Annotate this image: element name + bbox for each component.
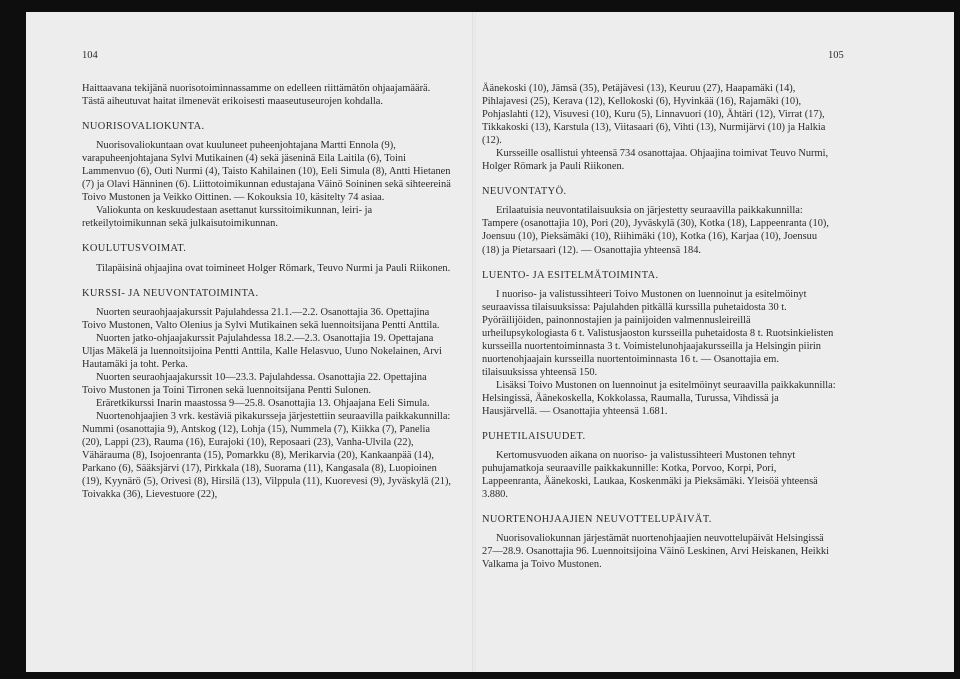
body-paragraph: Lisäksi Toivo Mustonen on luennoinut ja esitelmöinyt seuraavilla paikkakunnilla: Helsingissä, Äänekoskella, Kokkolassa, Raumalla, Turussa, Vihdissä ja Hausjärvellä. — Osanottajia yhteensä 1.681. xyxy=(482,379,836,418)
left-page xyxy=(26,12,472,672)
body-paragraph: I nuoriso- ja valistussihteeri Toivo Mustonen on luennoinut ja esitelmöinyt seuraavissa tilaisuuksissa: Pajulahden pitkällä kurssilla puhetaidosta 30 t. Pyöräilijöiden, painonnostajien ja painijoiden valmennusleireillä urheilupsykologiasta 6 t. Valistusjaoston kursseilla puhetaidosta 8 t. Ruotsinkielisten kursseilla nuortentoiminnasta 3 t. Voimistelunohjaajakursseilla ja Helsingin piirin nuortenohjaajain kursseilla nuortentoiminnasta 16 t. — Osanottajia em. tilaisuuksissa yhteensä 150. xyxy=(482,288,834,378)
body-paragraph: Nuorisovaliokuntaan ovat kuuluneet puheenjohtajana Martti Ennola (9), varapuheenjohtajana Sylvi Mutikainen (4) sekä jäseninä Eila Laitila (6), Toini Lammenvuo (6), Outi Nurmi (4), Taisto Kahilainen (10), Eeli Simula (8), Antti Hietanen (7) ja Olavi Hänninen (6). Liittotoimikunnan edustajana Väinö Soininen sekä sihteereinä Toivo Mustonen ja Veikko Oittinen. — Kokouksia 10, käsitelty 74 asiaa. xyxy=(82,140,451,204)
body-paragraph: Erilaatuisia neuvontatilaisuuksia on järjestetty seuraavilla paikkakunnilla: Tampere (osanottajia 10), Pori (20), Jyväskylä (30), Kotka (18), Lappeenranta (10), Joensuu (10), Pieksämäki (10), Riihimäki (10), Kotka (16), Karjaa (10), Joensuu (18) ja Pietarsaari (12). — Osanottajia yhteensä 184. xyxy=(482,205,829,256)
intro-paragraph: Haittaavana tekijänä nuorisotoiminnassamme on edelleen riittämätön ohjaajamäärä. Tästä aiheutuvat haitat ilmenevät erikoisesti maaseutuseurojen kohdalla. xyxy=(82,83,431,108)
body-paragraph: Kertomusvuoden aikana on nuoriso- ja valistussihteeri Mustonen tehnyt puhujamatkoja seuraaville paikkakunnille: Kotka, Porvoo, Korpi, Pori, Lappeenranta, Äänekoski, Laukaa, Koskenmäki ja Pieksämäki. Yleisöä yhteensä 3.880. xyxy=(482,450,818,501)
body-paragraph: Nuortenohjaajien 3 vrk. kestäviä pikakursseja järjestettiin seuraavilla paikkakunnilla: Nummi (osanottajia 9), Antskog (12), Lohja (15), Nummela (7), Kiikka (7), Panelia (20), Lappi (23), Rauma (16), Eurajoki (10), Reposaari (23), Vanha-Ulvila (22), Vähärauma (8), Isojoenranta (15), Pomarkku (8), Merikarvia (20), Kankaanpää (14), Parkano (6), Sääksjärvi (17), Pirkkala (18), Suorama (11), Kangasala (8), Luopioinen (19), Kyynärö (5), Orivesi (8), Hirsilä (13), Vilppula (11), Kuorevesi (9), Jyväskylä (21), Toivakka (36), Lievestuore (22), xyxy=(82,410,452,501)
body-paragraph: Nuorisovaliokunnan järjestämät nuortenohjaajien neuvottelupäivät Helsingissä 27—28.9. Osanottajia 96. Luennoitsijoina Väinö Leskinen, Arvi Heiskanen, Heikki Valkama ja Toivo Mustonen. xyxy=(482,533,829,571)
page-number-right: 105 xyxy=(828,50,844,61)
section-heading-nuorisovaliokunta: NUORISOVALIOKUNTA. xyxy=(82,121,205,133)
section-heading-luento-ja-esitelmatoiminta: LUENTO- JA ESITELMÄTOIMINTA. xyxy=(482,269,659,281)
body-paragraph: Tilapäisinä ohjaajina ovat toimineet Holger Römark, Teuvo Nurmi ja Pauli Riikonen. xyxy=(96,262,451,274)
left-column xyxy=(82,82,452,501)
section-heading-kurssi-ja-neuvontatoiminta: KURSSI- JA NEUVONTATOIMINTA. xyxy=(82,287,259,299)
page-number-left: 104 xyxy=(82,50,98,61)
body-paragraph: Nuorten seuraohjaajakurssit 10—23.3. Pajulahdessa. Osanottajia 22. Opettajina Toivo Mustonen ja Toini Tirronen sekä luennoitsijana Pentti Sulonen. xyxy=(82,371,427,396)
body-paragraph: Eräretkikurssi Inarin maastossa 9—25.8. Osanottajia 13. Ohjaajana Eeli Simula. xyxy=(96,397,430,409)
section-heading-neuvottelupaivat: NUORTENOHJAAJIEN NEUVOTTELUPÄIVÄT. xyxy=(482,514,712,526)
continuation-paragraph: Äänekoski (10), Jämsä (35), Petäjävesi (13), Keuruu (27), Haapamäki (14), Pihlajavesi (25), Kerava (12), Kellokoski (6), Hyvinkää (16), Rajamäki (10), Pohjaslahti (12), Visuvesi (10), Kuru (5), Linnavuori (10), Ähtäri (12), Virrat (17), Tikkakoski (13), Karstula (13), Viitasaari (6), Vihti (13), Nurmijärvi (10) ja Halkia (12). xyxy=(482,83,826,147)
right-column xyxy=(482,82,836,572)
body-paragraph: Nuorten seuraohjaajakurssit Pajulahdessa 21.1.—2.2. Osanottajia 36. Opettajina Toivo Mustonen, Valto Olenius ja Sylvi Mutikainen sekä luennoitsijana Pentti Anttila. xyxy=(82,306,440,331)
body-paragraph: Valiokunta on keskuudestaan asettanut kurssitoimikunnan, leiri- ja retkeilytoimikunnan sekä julkaisutoimikunnan. xyxy=(82,205,373,230)
body-paragraph: Nuorten jatko-ohjaajakurssit Pajulahdessa 18.2.—2.3. Osanottajia 19. Opettajana Uljas Mäkelä ja luennoitsijoina Pentti Anttila, Kalle Helasvuo, Uuno Nokelainen, Arvi Hautamäki ja toht. Perka. xyxy=(82,332,442,370)
section-heading-neuvontatyo: NEUVONTATYÖ. xyxy=(482,186,567,198)
right-page xyxy=(476,12,954,672)
section-heading-puhetilaisuudet: PUHETILAISUUDET. xyxy=(482,431,586,443)
body-paragraph: Kursseille osallistui yhteensä 734 osanottajaa. Ohjaajina toimivat Teuvo Nurmi, Holger Römark ja Pauli Riikonen. xyxy=(482,148,829,173)
section-heading-koulutusvoimat: KOULUTUSVOIMAT. xyxy=(82,243,187,255)
